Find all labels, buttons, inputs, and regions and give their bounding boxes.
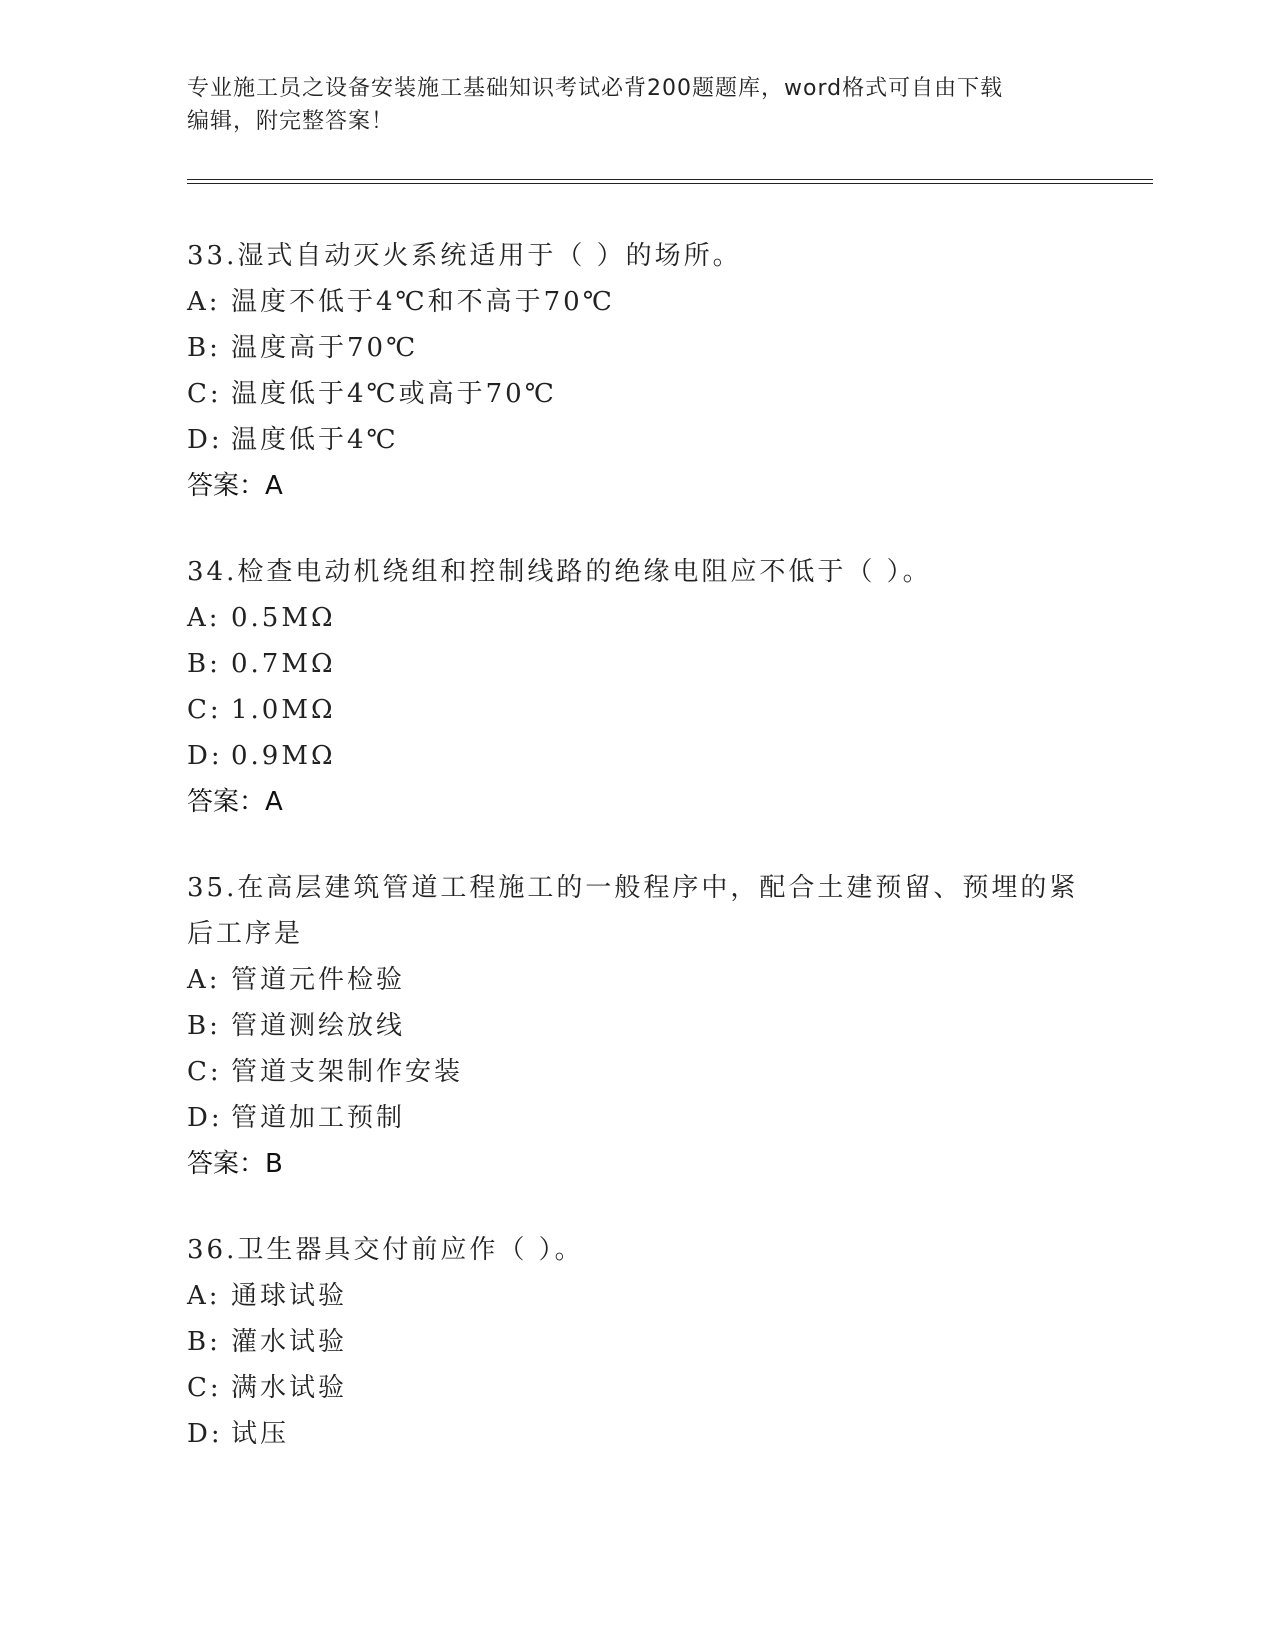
option-c: [187, 1049, 1087, 1095]
option-text: 温度不低于4℃和不高于70℃: [231, 287, 615, 317]
option-text: 满水试验: [231, 1373, 348, 1403]
option-key: C:: [187, 1057, 222, 1087]
option-key: A:: [187, 603, 221, 633]
option-b: [187, 1319, 1087, 1365]
question-34: [187, 549, 1087, 825]
header-divider-bottom: [187, 183, 1153, 184]
question-stem: 34.检查电动机绕组和控制线路的绝缘电阻应不低于（ ）。: [187, 557, 932, 587]
question-list: [187, 233, 1087, 1497]
document-header: [187, 72, 1087, 138]
option-text: 管道加工预制: [231, 1103, 406, 1133]
header-line-1: 专业施工员之设备安装施工基础知识考试必背200题题库，word格式可自由下载: [187, 76, 1004, 101]
answer-line: 答案：A: [187, 471, 283, 501]
question-stem: 33.湿式自动灭火系统适用于（ ）的场所。: [187, 241, 742, 271]
option-d: [187, 733, 1087, 779]
option-a: [187, 1273, 1087, 1319]
option-c: [187, 1365, 1087, 1411]
question-stem: 35.在高层建筑管道工程施工的一般程序中，配合土建预留、预埋的紧后工序是: [187, 873, 1079, 949]
option-text: 管道支架制作安装: [231, 1057, 464, 1087]
option-c: [187, 687, 1087, 733]
option-text: 温度低于4℃或高于70℃: [231, 379, 557, 409]
option-b: [187, 1003, 1087, 1049]
header-line-2: 编辑，附完整答案！: [187, 109, 395, 134]
option-text: 0.5MΩ: [231, 603, 336, 633]
option-d: [187, 1411, 1087, 1457]
option-key: A:: [187, 965, 221, 995]
option-c: [187, 371, 1087, 417]
option-key: C:: [187, 379, 222, 409]
option-key: B:: [187, 1011, 221, 1041]
option-key: B:: [187, 333, 221, 363]
option-text: 0.7MΩ: [231, 649, 336, 679]
answer-line: 答案：B: [187, 1149, 283, 1179]
question-36: [187, 1227, 1087, 1457]
option-key: C:: [187, 695, 222, 725]
question-35: [187, 865, 1087, 1187]
option-key: A:: [187, 1281, 221, 1311]
option-text: 试压: [231, 1419, 290, 1449]
option-text: 通球试验: [231, 1281, 348, 1311]
option-a: [187, 279, 1087, 325]
option-text: 0.9MΩ: [231, 741, 336, 771]
option-b: [187, 325, 1087, 371]
option-key: D:: [187, 1419, 223, 1449]
option-text: 温度高于70℃: [231, 333, 419, 363]
option-d: [187, 417, 1087, 463]
option-text: 温度低于4℃: [231, 425, 399, 455]
option-d: [187, 1095, 1087, 1141]
header-divider-top: [187, 179, 1153, 180]
option-text: 灌水试验: [231, 1327, 348, 1357]
option-key: D:: [187, 1103, 223, 1133]
option-key: B:: [187, 1327, 221, 1357]
option-key: C:: [187, 1373, 222, 1403]
option-text: 管道元件检验: [231, 965, 406, 995]
option-text: 管道测绘放线: [231, 1011, 406, 1041]
question-33: [187, 233, 1087, 509]
option-key: D:: [187, 425, 223, 455]
option-a: [187, 595, 1087, 641]
option-key: B:: [187, 649, 221, 679]
option-key: D:: [187, 741, 223, 771]
question-stem: 36.卫生器具交付前应作（ ）。: [187, 1235, 584, 1265]
option-key: A:: [187, 287, 221, 317]
option-text: 1.0MΩ: [231, 695, 336, 725]
option-b: [187, 641, 1087, 687]
option-a: [187, 957, 1087, 1003]
answer-line: 答案：A: [187, 787, 283, 817]
